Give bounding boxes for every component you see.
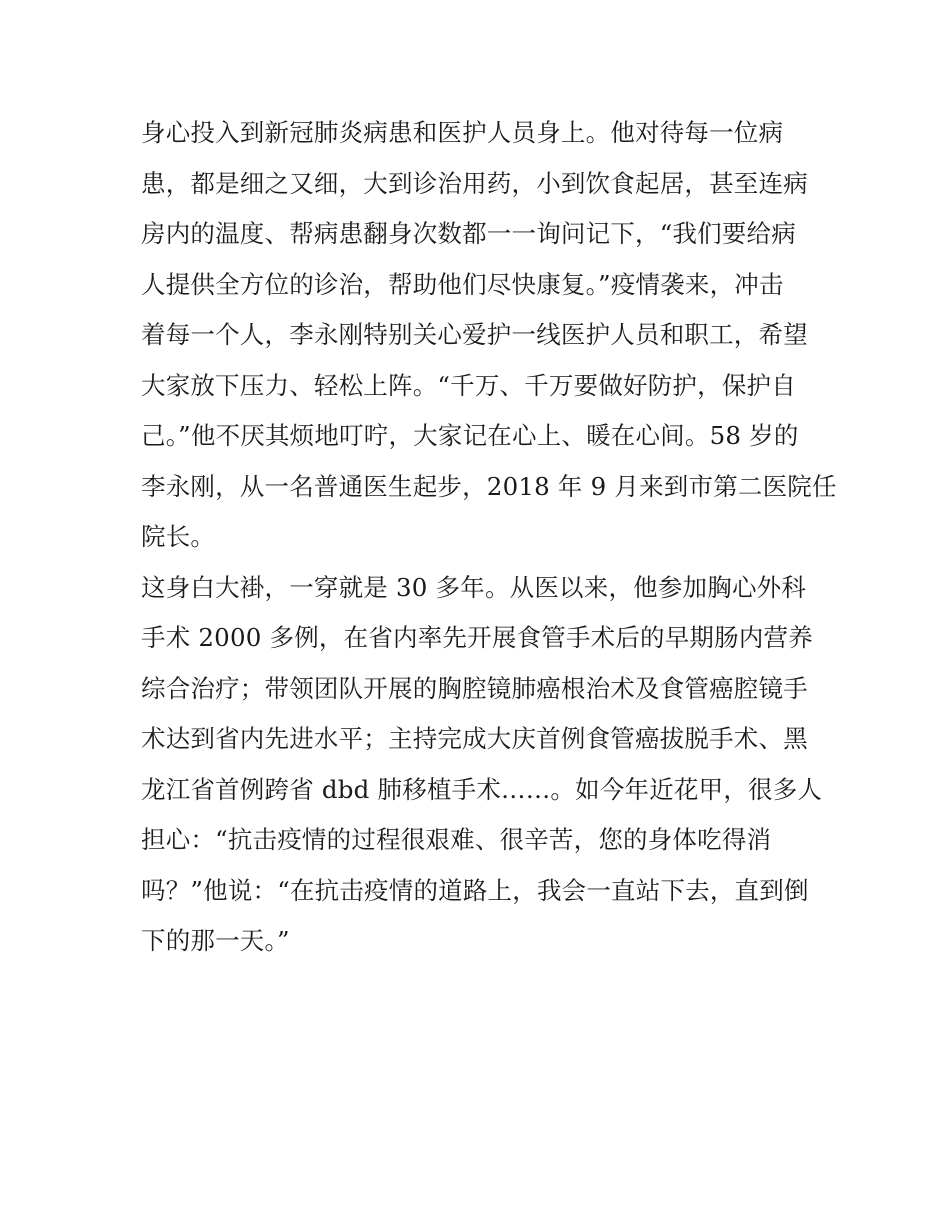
text-line: 身心投入到新冠肺炎病患和医护人员身上。他对待每一位病 (141, 118, 784, 147)
text-line: 己。”他不厌其烦地叮咛，大家记在心上、暖在心间。58 岁的 (141, 421, 799, 450)
text-line: 人提供全方位的诊治，帮助他们尽快康复。”疫情袭来，冲击 (141, 269, 784, 299)
text-line: 手术 2000 多例，在省内率先开展食管手术后的早期肠内营养 (141, 623, 813, 652)
text-line: 龙江省首例跨省 dbd 肺移植手术……。如今年近花甲，很多人 (141, 774, 823, 804)
text-line: 担心：“抗击疫情的过程很艰难、很辛苦，您的身体吃得消 (141, 825, 772, 854)
text-line: 综合治疗；带领团队开展的胸腔镜肺癌根治术及食管癌腔镜手 (141, 673, 808, 703)
text-line: 下的那一天。” (141, 926, 290, 955)
text-line: 吗？”他说：“在抗击疫情的道路上，我会一直站下去，直到倒 (141, 875, 809, 905)
text-line: 院长。 (141, 522, 216, 551)
text-line: 房内的温度、帮病患翻身次数都一一询问记下，“我们要给病 (141, 219, 796, 248)
text-line: 术达到省内先进水平；主持完成大庆首例食管癌拔脱手术、黑 (141, 724, 808, 753)
document-body (141, 108, 837, 967)
text-line: 患，都是细之又细，大到诊治用药，小到饮食起居，甚至连病 (141, 168, 808, 198)
text-line: 大家放下压力、轻松上阵。“千万、千万要做好防护，保护自 (141, 370, 796, 400)
text-line: 着每一个人，李永刚特别关心爱护一线医护人员和职工，希望 (141, 320, 808, 349)
text-line: 这身白大褂，一穿就是 30 多年。从医以来，他参加胸心外科 (141, 572, 807, 602)
text-line: 李永刚，从一名普通医生起步，2018 年 9 月来到市第二医院任 (141, 471, 837, 501)
